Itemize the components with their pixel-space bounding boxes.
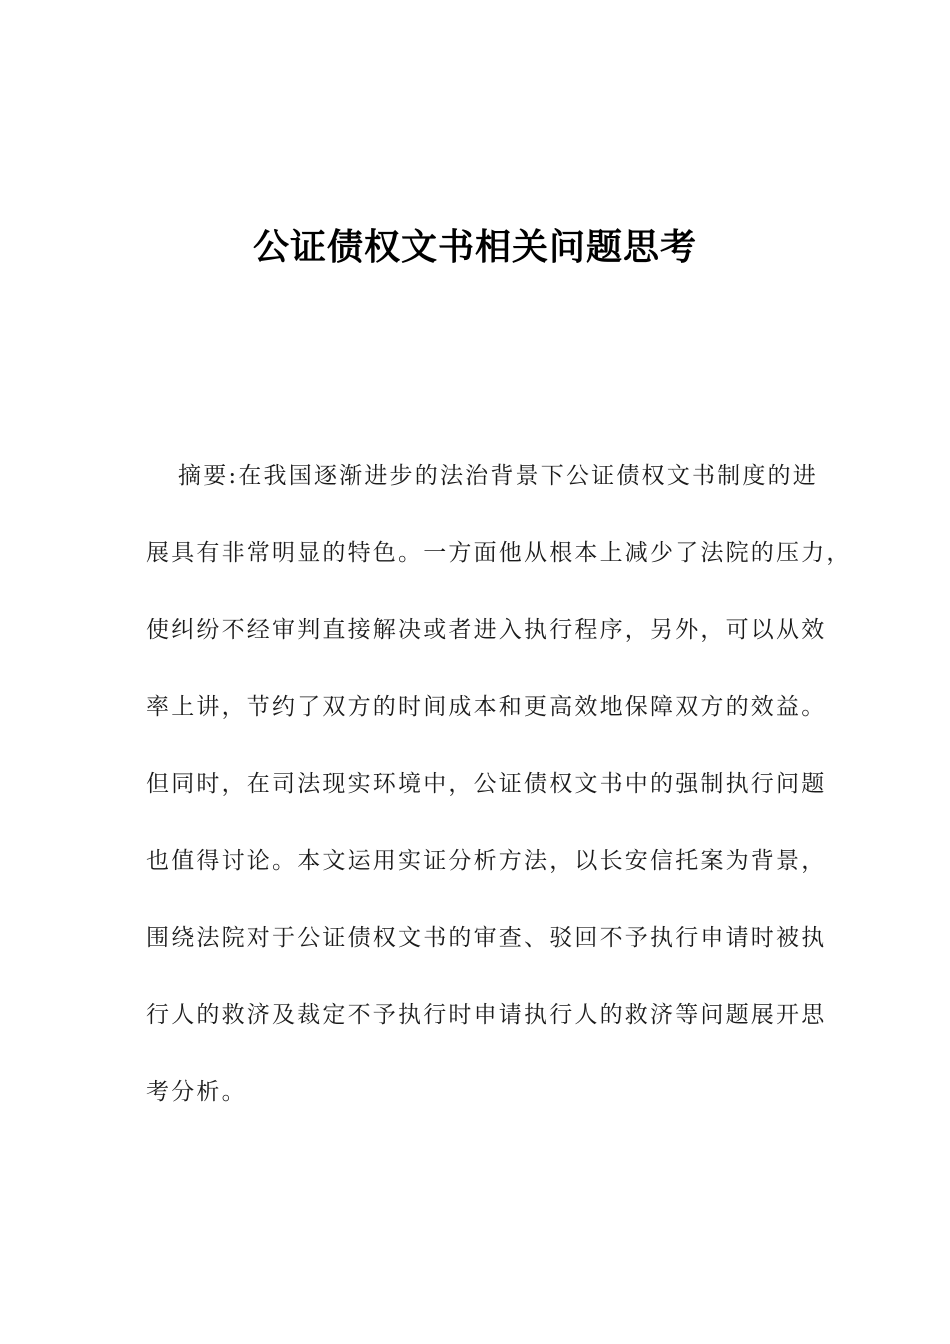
- document-title: 公证债权文书相关问题思考: [252, 227, 697, 268]
- abstract-line: 行人的救济及裁定不予执行时申请执行人的救济等问题展开思: [146, 1002, 827, 1028]
- abstract-line: 摘要:在我国逐渐进步的法治背景下公证债权文书制度的进: [178, 463, 818, 489]
- abstract-paragraph: [146, 453, 852, 1146]
- abstract-line: 展具有非常明显的特色。一方面他从根本上减少了法院的压力，: [146, 540, 852, 566]
- abstract-line: 但同时，在司法现实环境中，公证债权文书中的强制执行问题: [146, 771, 827, 797]
- abstract-line: 考分析。: [146, 1079, 247, 1105]
- abstract-line: 率上讲，节约了双方的时间成本和更高效地保障双方的效益。: [146, 694, 827, 720]
- abstract-line: 使纠纷不经审判直接解决或者进入执行程序，另外，可以从效: [146, 617, 827, 643]
- abstract-line: 围绕法院对于公证债权文书的审查、驳回不予执行申请时被执: [146, 925, 827, 951]
- abstract-line: 也值得讨论。本文运用实证分析方法，以长安信托案为背景，: [146, 848, 827, 874]
